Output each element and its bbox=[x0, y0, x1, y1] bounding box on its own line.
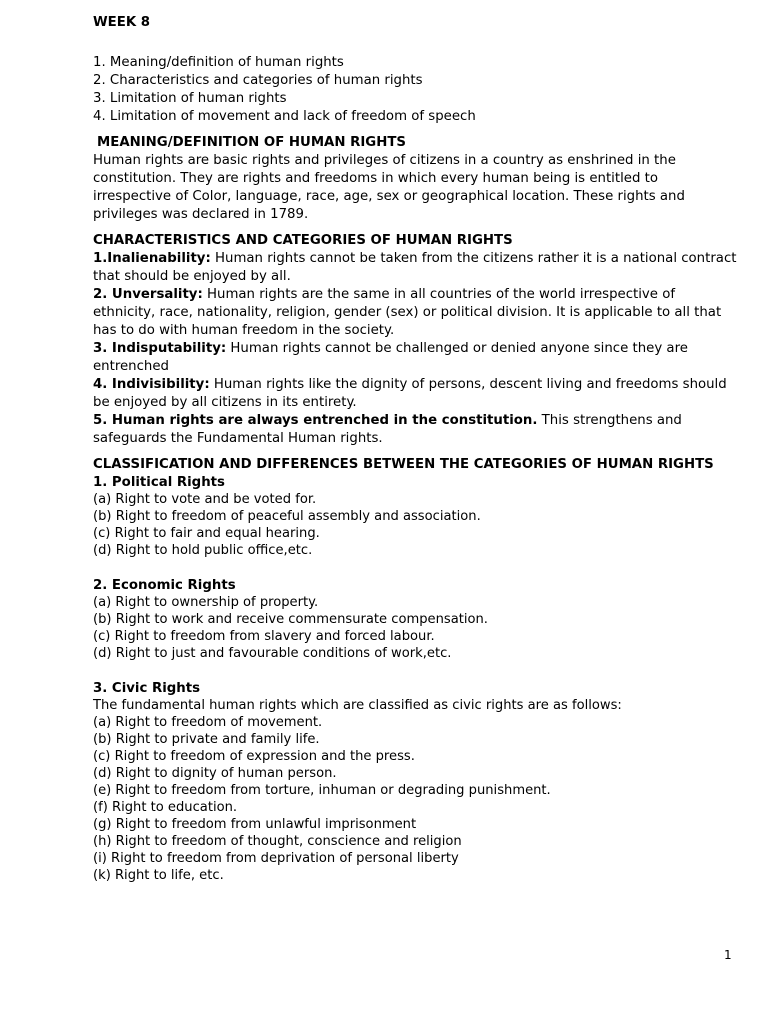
section-heading: MEANING/DEFINITION OF HUMAN RIGHTS bbox=[97, 135, 406, 150]
characteristic-text: Human rights cannot be taken from the citizens rather it is a national contract that should be enjoyed by all. bbox=[93, 251, 737, 284]
list-item: (b) Right to freedom of peaceful assembly and association. bbox=[93, 509, 481, 524]
characteristic-term: 2. Unversality: bbox=[93, 287, 203, 302]
list-item: (a) Right to ownership of property. bbox=[93, 595, 319, 610]
meaning-section bbox=[93, 134, 738, 224]
list-item: (b) Right to work and receive commensurate compensation. bbox=[93, 612, 488, 627]
list-item: (e) Right to freedom from torture, inhuman or degrading punishment. bbox=[93, 783, 551, 798]
list-item: (f) Right to education. bbox=[93, 800, 238, 815]
page-number: 1 bbox=[724, 948, 732, 962]
characteristic-text: Human rights cannot be challenged or denied anyone since they are entrenched bbox=[93, 341, 688, 374]
list-item: (i) Right to freedom from deprivation of personal liberty bbox=[93, 851, 459, 866]
outline-list bbox=[93, 54, 738, 126]
outline-item: 2. Characteristics and categories of human rights bbox=[93, 73, 423, 88]
civic-intro: The fundamental human rights which are classified as civic rights are as follows: bbox=[93, 698, 622, 713]
classification-section bbox=[93, 456, 738, 884]
list-item: (d) Right to dignity of human person. bbox=[93, 766, 337, 781]
outline-item: 3. Limitation of human rights bbox=[93, 91, 287, 106]
page-title: WEEK 8 bbox=[93, 15, 151, 30]
section-heading: CHARACTERISTICS AND CATEGORIES OF HUMAN RIGHTS bbox=[93, 233, 513, 248]
list-item: (d) Right to hold public office,etc. bbox=[93, 543, 313, 558]
list-item: (a) Right to vote and be voted for. bbox=[93, 492, 317, 507]
characteristic-item bbox=[93, 286, 738, 340]
outline-item: 1. Meaning/definition of human rights bbox=[93, 55, 344, 70]
list-item: (a) Right to freedom of movement. bbox=[93, 715, 323, 730]
characteristic-item bbox=[93, 340, 738, 376]
list-item: (k) Right to life, etc. bbox=[93, 868, 224, 883]
list-item: (c) Right to freedom of expression and the press. bbox=[93, 749, 415, 764]
subsection-heading: 3. Civic Rights bbox=[93, 681, 201, 696]
characteristics-section bbox=[93, 232, 738, 448]
list-item: (c) Right to fair and equal hearing. bbox=[93, 526, 320, 541]
characteristic-text: Human rights are the same in all countries of the world irrespective of ethnicity, race, nationality, religion, gender (sex) or political division. It is applicable to all that has to do with human freedom in the society. bbox=[93, 287, 722, 338]
characteristic-text: Human rights like the dignity of persons, descent living and freedoms should be enjoyed by all citizens in its entirety. bbox=[93, 377, 727, 410]
list-item: (b) Right to private and family life. bbox=[93, 732, 320, 747]
characteristic-item bbox=[93, 412, 738, 448]
characteristic-item bbox=[93, 376, 738, 412]
list-item: (d) Right to just and favourable conditions of work,etc. bbox=[93, 646, 452, 661]
section-body: Human rights are basic rights and privileges of citizens in a country as enshrined in the constitution. They are rights and freedoms in which every human being is entitled to irrespective of Color, language, race, age, sex or geographical location. These rights and privileges was declared in 1789. bbox=[93, 153, 685, 222]
section-heading: CLASSIFICATION AND DIFFERENCES BETWEEN THE CATEGORIES OF HUMAN RIGHTS bbox=[93, 457, 714, 472]
characteristic-item bbox=[93, 250, 738, 286]
characteristic-term: 1.Inalienability: bbox=[93, 251, 211, 266]
characteristic-text: This strengthens and safeguards the Fundamental Human rights. bbox=[93, 413, 682, 446]
list-item: (g) Right to freedom from unlawful imprisonment bbox=[93, 817, 417, 832]
characteristic-term: 3. Indisputability: bbox=[93, 341, 227, 356]
list-item: (h) Right to freedom of thought, conscience and religion bbox=[93, 834, 462, 849]
list-item: (c) Right to freedom from slavery and forced labour. bbox=[93, 629, 435, 644]
characteristic-term: 5. Human rights are always entrenched in the constitution. bbox=[93, 413, 538, 428]
subsection-heading: 2. Economic Rights bbox=[93, 578, 236, 593]
subsection-heading: 1. Political Rights bbox=[93, 475, 225, 490]
outline-item: 4. Limitation of movement and lack of freedom of speech bbox=[93, 109, 476, 124]
characteristic-term: 4. Indivisibility: bbox=[93, 377, 210, 392]
